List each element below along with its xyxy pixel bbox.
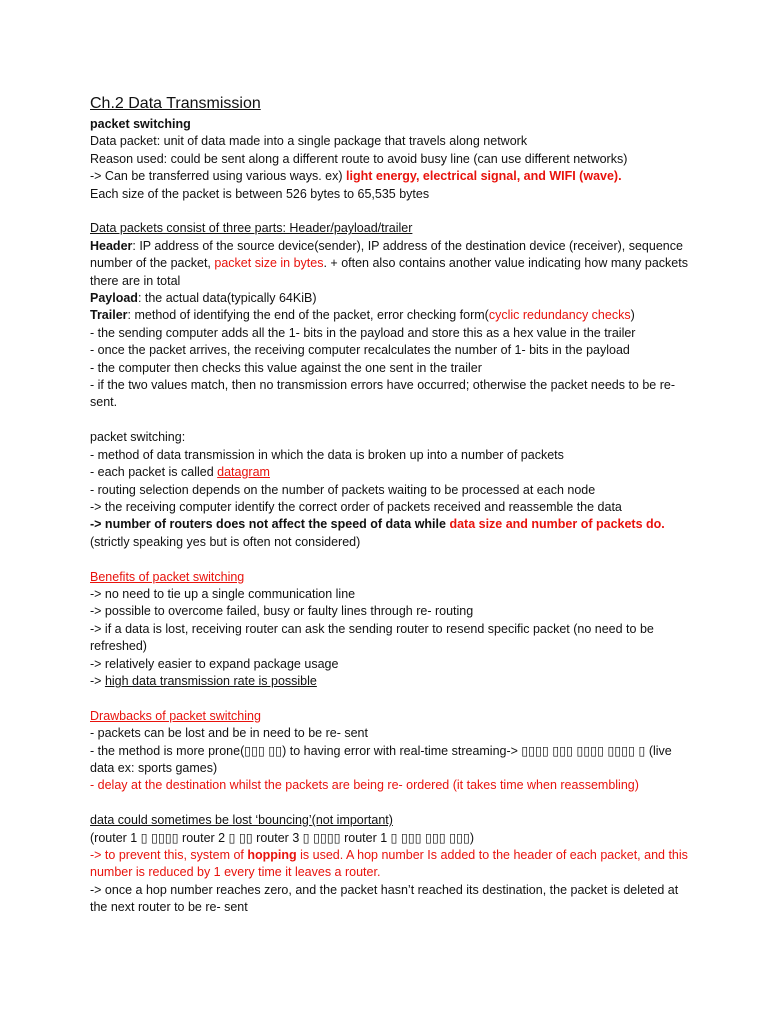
text-line: - if the two values match, then no transmission errors have occurred; otherwise the packet needs to be re- sent. bbox=[90, 378, 676, 410]
text-span: -> bbox=[90, 673, 105, 688]
text-line: - method of data transmission in which the data is broken up into a number of packets bbox=[90, 447, 564, 462]
highlight-text: cyclic redundancy checks bbox=[488, 308, 631, 323]
text-line bbox=[90, 516, 690, 533]
text-span: : method of identifying the end of the packet, error checking form( bbox=[127, 308, 489, 323]
text-span: : the actual data(typically 64KiB) bbox=[137, 291, 317, 306]
page-title: Ch.2 Data Transmission bbox=[90, 95, 261, 112]
text-line: -> relatively easier to expand package usage bbox=[90, 656, 339, 671]
header-paragraph bbox=[90, 238, 690, 290]
text-span: - each packet is called bbox=[90, 465, 218, 480]
text-line: -> the receiving computer identify the correct order of packets received and reassemble the data bbox=[90, 499, 622, 514]
highlight-text: light energy, electrical signal, and WIFI (wave). bbox=[346, 169, 622, 184]
text-line: - delay at the destination whilst the packets are being re- ordered (it takes time when reassembling) bbox=[90, 778, 639, 793]
term-trailer: Trailer bbox=[90, 308, 128, 323]
text-line bbox=[90, 464, 690, 481]
text-line: -> no need to tie up a single communication line bbox=[90, 586, 356, 601]
text-line: - packets can be lost and be in need to be re- sent bbox=[90, 726, 368, 741]
highlight-text: data size and number of packets do. bbox=[449, 517, 665, 532]
text-line: Each size of the packet is between 526 bytes to 65,535 bytes bbox=[90, 186, 430, 201]
spacer bbox=[90, 412, 690, 429]
text-span: ) bbox=[630, 308, 635, 323]
spacer bbox=[90, 551, 690, 568]
highlight-text: packet size in bytes bbox=[214, 256, 324, 271]
underlined-text: high data transmission rate is possible bbox=[104, 673, 317, 688]
spacer bbox=[90, 690, 690, 707]
text-line: (strictly speaking yes but is often not considered) bbox=[90, 534, 361, 549]
trailer-paragraph bbox=[90, 307, 690, 324]
text-span: : IP address of the source device(sender), IP address of the destination device (receiver), sequence number of the packet, bbox=[90, 238, 683, 271]
text-line: - the method is more prone(▯▯▯ ▯▯) to having error with real-time streaming-> ▯▯▯▯ ▯▯▯ ▯▯▯▯ ▯▯▯▯ ▯ (live data ex: sports games) bbox=[90, 743, 672, 775]
text-line: - the computer then checks this value against the one sent in the trailer bbox=[90, 360, 482, 375]
term-payload: Payload bbox=[90, 291, 138, 306]
payload-paragraph bbox=[90, 290, 690, 307]
text-span: -> to prevent this, system of bbox=[90, 847, 248, 862]
text-line: - once the packet arrives, the receiving computer recalculates the number of 1- bits in the payload bbox=[90, 343, 630, 358]
text-line bbox=[90, 168, 690, 185]
text-line: - routing selection depends on the number of packets waiting to be processed at each node bbox=[90, 482, 596, 497]
text-line: (router 1 ▯ ▯▯▯▯ router 2 ▯ ▯▯ router 3 ▯ ▯▯▯▯ router 1 ▯ ▯▯▯ ▯▯▯ ▯▯▯) bbox=[90, 830, 474, 845]
term-hopping: hopping bbox=[247, 847, 297, 862]
text-line: Data packet: unit of data made into a single package that travels along network bbox=[90, 134, 528, 149]
text-line: -> if a data is lost, receiving router can ask the sending router to resend specific packet (no need to be refreshed) bbox=[90, 621, 654, 654]
term-header: Header bbox=[90, 238, 133, 253]
text-line: - the sending computer adds all the 1- bits in the payload and store this as a hex value in the trailer bbox=[90, 325, 636, 340]
text-span: is used. A hop number Is added to the header of each packet, and this number is reduced by 1 every time it leaves a router. bbox=[90, 847, 688, 880]
spacer bbox=[90, 203, 690, 220]
section-heading-bouncing: data could sometimes be lost ‘bouncing’(not important) bbox=[90, 813, 393, 828]
text-line bbox=[90, 847, 690, 882]
text-span: -> Can be transferred using various ways. ex) bbox=[90, 169, 347, 184]
text-line: Reason used: could be sent along a different route to avoid busy line (can use different networks) bbox=[90, 151, 628, 166]
text-line bbox=[90, 673, 690, 690]
text-line: -> possible to overcome failed, busy or faulty lines through re- routing bbox=[90, 604, 474, 619]
section-heading-packet-switching: packet switching bbox=[90, 117, 191, 131]
section-heading-packet-switching-def: packet switching: bbox=[90, 430, 186, 445]
text-line: -> once a hop number reaches zero, and the packet hasn’t reached its destination, the packet is deleted at the next router to be re- sent bbox=[90, 882, 679, 915]
document-body bbox=[90, 94, 690, 917]
highlight-text: datagram bbox=[217, 465, 270, 480]
text-span: . + often also contains another value indicating how many packets there are in total bbox=[90, 256, 688, 288]
section-heading-packet-parts: Data packets consist of three parts: Header/payload/trailer bbox=[90, 221, 413, 236]
text-span: -> number of routers does not affect the speed of data while bbox=[90, 517, 450, 532]
section-heading-benefits: Benefits of packet switching bbox=[90, 569, 245, 584]
section-heading-drawbacks: Drawbacks of packet switching bbox=[90, 708, 261, 723]
spacer bbox=[90, 795, 690, 812]
